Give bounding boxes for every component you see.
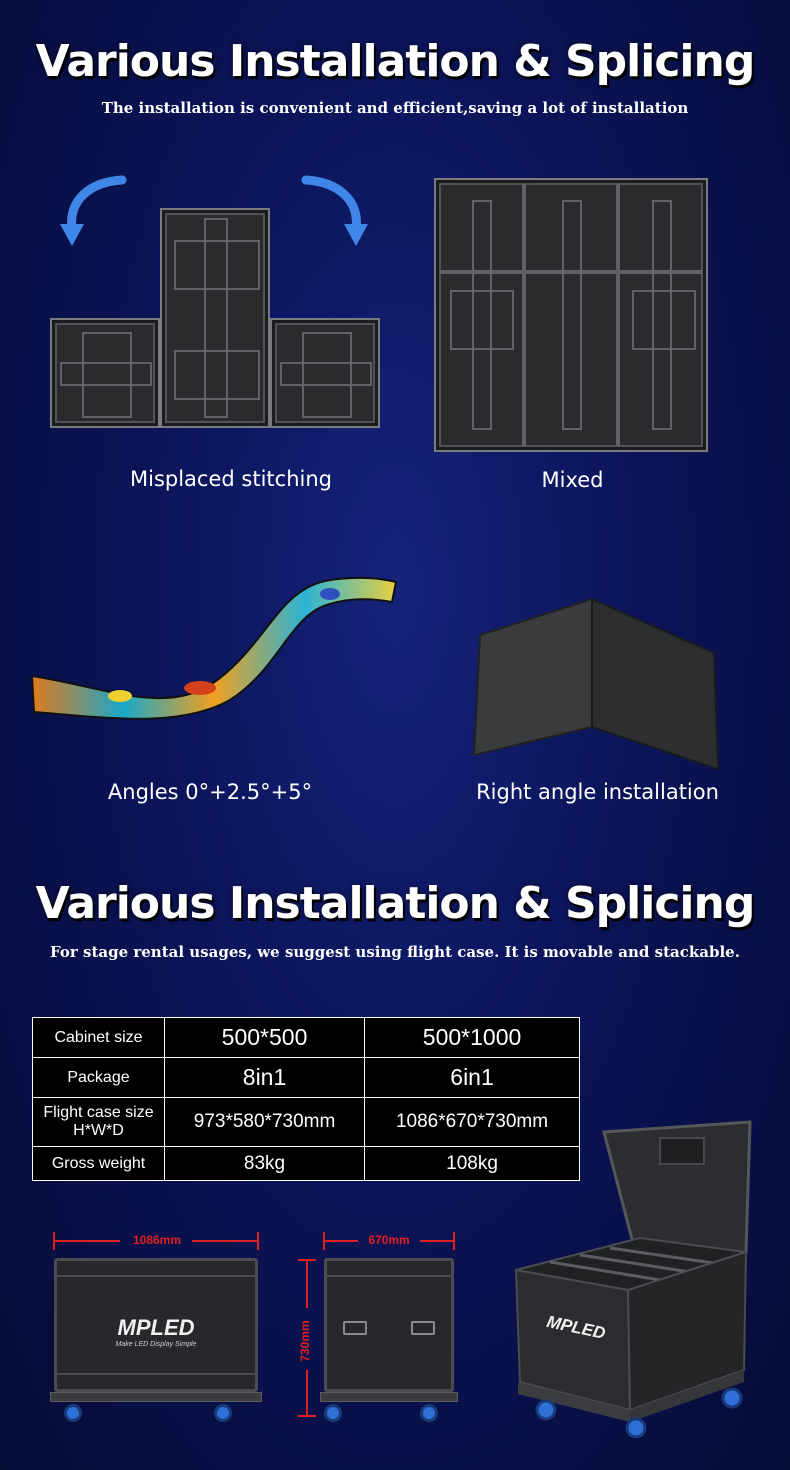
wheel-icon — [64, 1404, 82, 1422]
case-body-side — [324, 1258, 454, 1392]
brand-tagline: Make LED Display Simple — [115, 1341, 197, 1348]
section-title-2: Various Installation & Splicing — [35, 878, 755, 929]
table-cell: 1086*670*730mm — [365, 1098, 580, 1147]
caption-right-angle: Right angle installation — [476, 780, 719, 804]
caption-misplaced-stitching: Misplaced stitching — [130, 467, 332, 491]
table-cell: 973*580*730mm — [165, 1098, 365, 1147]
cabinet-panel-grid — [434, 178, 708, 452]
right-angle-illustration — [470, 597, 720, 772]
wheel-icon — [324, 1404, 342, 1422]
cabinet-panel-left — [50, 318, 160, 428]
width-label: 1086mm — [132, 1233, 182, 1247]
table-cell-label: Gross weight — [33, 1147, 165, 1181]
brand-logo: MPLED — [117, 1315, 195, 1340]
table-cell: 6in1 — [365, 1058, 580, 1098]
table-cell: 8in1 — [165, 1058, 365, 1098]
table-cell-label: Package — [33, 1058, 165, 1098]
misplaced-stitching-illustration — [50, 168, 380, 433]
cabinet-panel-right — [270, 318, 380, 428]
table-cell-label: Cabinet size — [33, 1018, 165, 1058]
table-cell: 83kg — [165, 1147, 365, 1181]
caption-mixed: Mixed — [541, 468, 604, 492]
table-row — [33, 1058, 580, 1098]
depth-label: 670mm — [368, 1233, 410, 1247]
section-subtitle-2: For stage rental usages, we suggest using flight case. It is movable and stackable. — [50, 943, 740, 961]
cabinet-panel-center — [160, 208, 270, 428]
section-title: Various Installation & Splicing — [35, 36, 755, 87]
height-label: 730mm — [298, 1320, 312, 1362]
brand-logo-open: MPLED — [545, 1312, 608, 1343]
table-row — [33, 1018, 580, 1058]
section-subtitle: The installation is convenient and efficient,saving a lot of installation — [101, 99, 689, 117]
wheel-icon — [420, 1404, 438, 1422]
mixed-illustration — [434, 178, 708, 452]
table-cell: 500*1000 — [365, 1018, 580, 1058]
flight-case-open — [510, 1120, 760, 1440]
spec-table — [32, 1017, 580, 1181]
table-row — [33, 1147, 580, 1181]
flight-case-front — [50, 1228, 262, 1428]
curved-screen-illustration — [30, 568, 400, 728]
case-body — [54, 1258, 258, 1392]
flight-case-side — [294, 1228, 460, 1428]
wheel-icon — [214, 1404, 232, 1422]
table-cell: 108kg — [365, 1147, 580, 1181]
table-cell: 500*500 — [165, 1018, 365, 1058]
table-row — [33, 1098, 580, 1147]
caption-angles: Angles 0°+2.5°+5° — [107, 780, 313, 804]
table-cell-label: Flight case size H*W*D — [33, 1098, 165, 1147]
